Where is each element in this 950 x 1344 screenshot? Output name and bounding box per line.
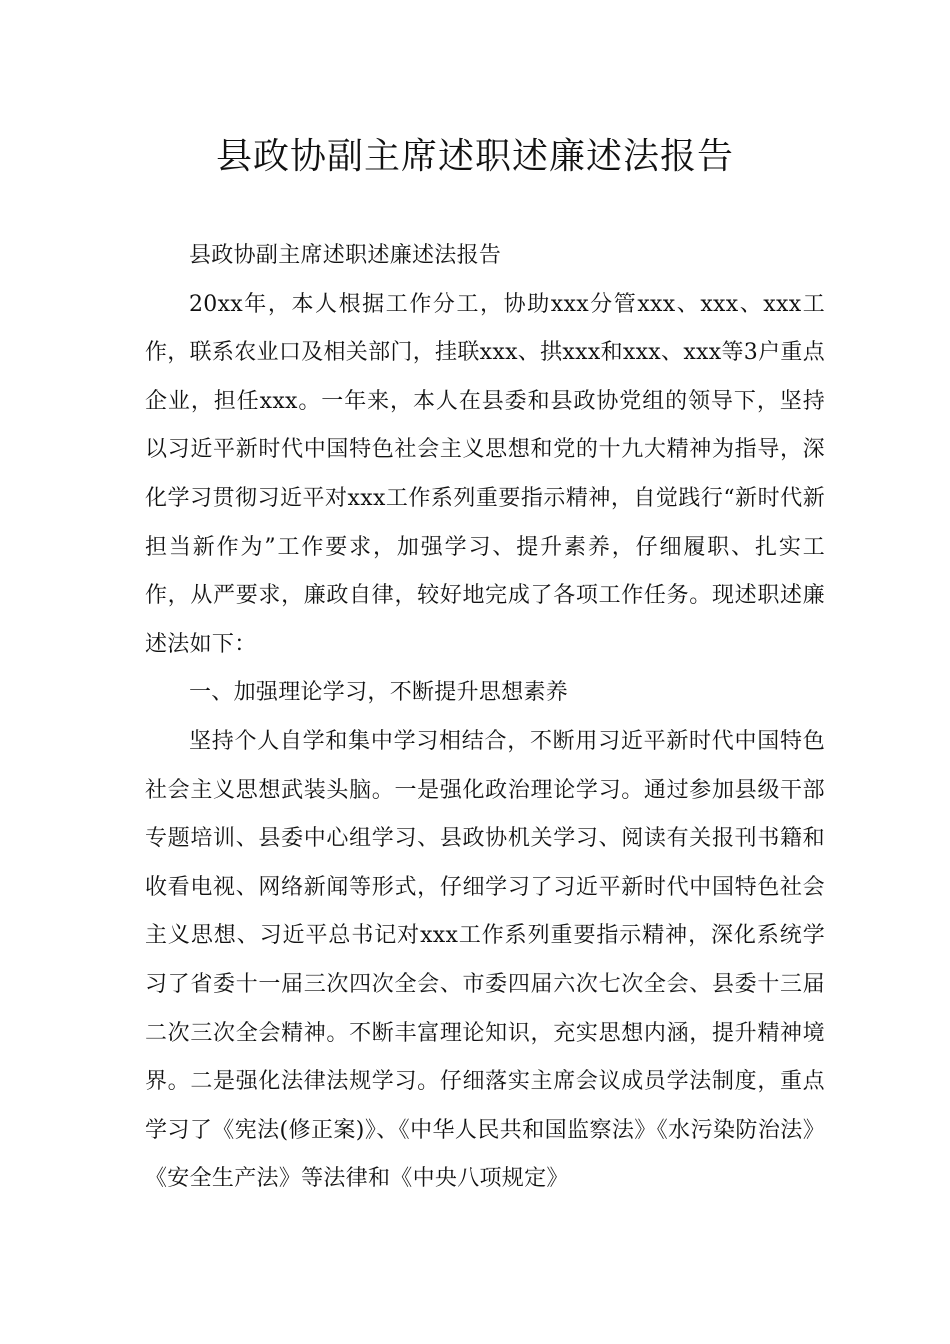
paragraph-intro: 20xx年，本人根据工作分工，协助xxx分管xxx、xxx、xxx工作，联系农业口及相关部门，挂联xxx、拱xxx和xxx、xxx等3户重点企业，担任xxx。一年来，本人在县委和县政协党组的领导下，坚持以习近平新时代中国特色社会主义思想和党的十九大精神为指导，深化学习贯彻习近平对xxx工作系列重要指示精神，自觉践行“新时代新担当新作为”工作要求，加强学习、提升素养，仔细履职、扎实工作，从严要求，廉政自律，较好地完成了各项工作任务。现述职述廉述法如下： [145, 291, 825, 657]
section-heading: 一、加强理论学习，不断提升思想素养 [189, 680, 569, 706]
paragraph-study: 坚持个人自学和集中学习相结合，不断用习近平新时代中国特色社会主义思想武装头脑。一是强化政治理论学习。通过参加县级干部专题培训、县委中心组学习、县政协机关学习、阅读有关报刊书籍和收看电视、网络新闻等形式，仔细学习了习近平新时代中国特色社会主义思想、习近平总书记对xxx工作系列重要指示精神，深化系统学习了省委十一届三次四次全会、市委四届六次七次全会、县委十三届二次三次全会精神。不断丰富理论知识，充实思想内涵，提升精神境界。二是强化法律法规学习。仔细落实主席会议成员学法制度，重点学习了《宪法(修正案)》、《中华人民共和国监察法》《水污染防治法》《安全生产法》等法律和《中央八项规定》 [145, 728, 825, 1192]
document-body [145, 232, 825, 1204]
paragraph-subtitle: 县政协副主席述职述廉述法报告 [189, 243, 502, 268]
document-title: 县政协副主席述职述廉述法报告 [215, 136, 734, 177]
